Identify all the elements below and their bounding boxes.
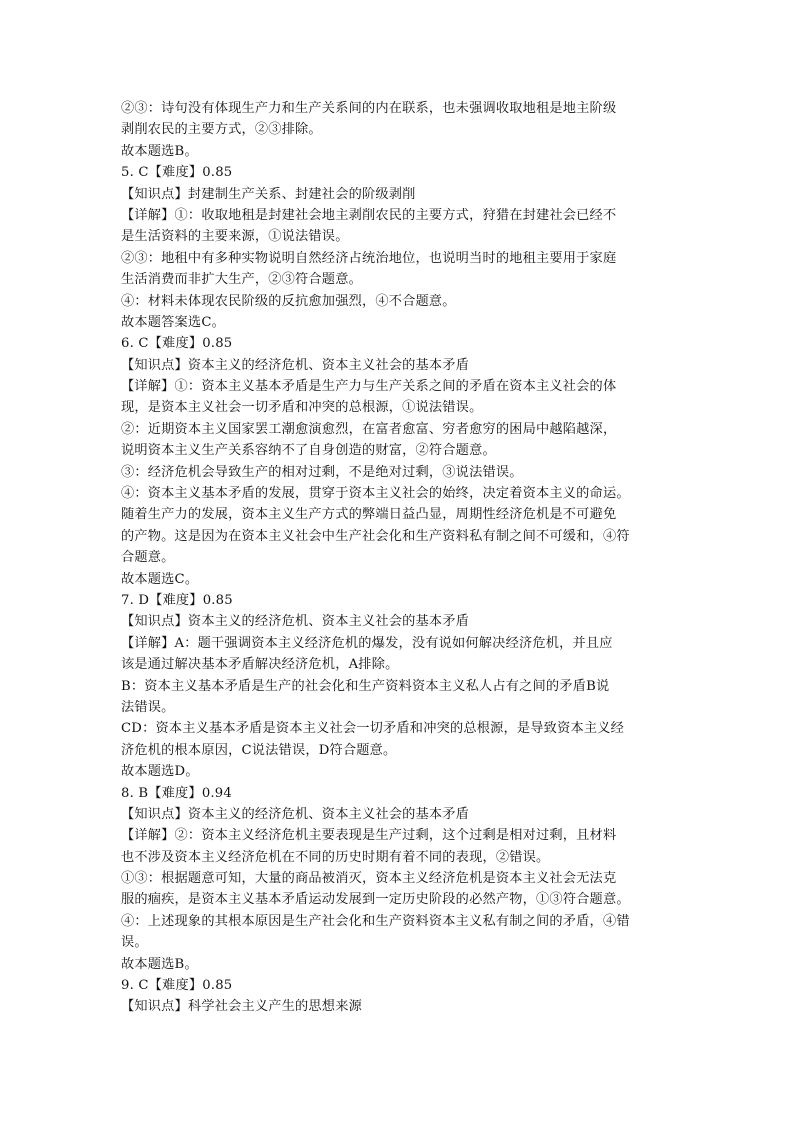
text-line: 说明资本主义生产关系容纳不了自身创造的财富，②符合题意。: [121, 443, 496, 459]
text-line: 合题意。: [121, 550, 175, 566]
text-line: ④：资本主义基本矛盾的发展，贯穿于资本主义社会的始终，决定着资本主义的命运。: [121, 486, 630, 502]
text-line: 故本题选C。: [121, 571, 199, 587]
question-answer-line: 7. D【难度】0.85: [121, 592, 233, 608]
knowledge-point-line: 【知识点】科学社会主义产生的思想来源: [121, 999, 362, 1015]
question-answer-line: 5. C【难度】0.85: [121, 165, 233, 181]
knowledge-point-line: 【知识点】资本主义的经济危机、资本主义社会的基本矛盾: [121, 357, 470, 373]
text-line: 故本题选D。: [121, 764, 199, 780]
text-line: ④：上述现象的其根本原因是生产社会化和生产资料资本主义私有制之间的矛盾，④错: [121, 913, 630, 929]
text-line: 济危机的根本原因，C说法错误，D符合题意。: [121, 742, 397, 758]
text-line: CD：资本主义基本矛盾是资本主义社会一切矛盾和冲突的总根源，是导致资本主义经: [121, 721, 625, 737]
text-line: ②③：地租中有多种实物说明自然经济占统治地位，也说明当时的地租主要用于家庭: [121, 250, 617, 266]
text-line: 随着生产力的发展，资本主义生产方式的弊端日益凸显，周期性经济危机是不可避免: [121, 507, 617, 523]
text-line: 生活消费而非扩大生产，②③符合题意。: [121, 272, 362, 288]
text-line: 【详解】A：题干强调资本主义经济危机的爆发，没有说如何解决经济危机，并且应: [121, 635, 613, 651]
text-line: 法错误。: [121, 699, 175, 715]
text-line: ①③：根据题意可知，大量的商品被消灭，资本主义经济危机是资本主义社会无法克: [121, 871, 617, 887]
knowledge-point-line: 【知识点】资本主义的经济危机、资本主义社会的基本矛盾: [121, 806, 470, 822]
text-line: 故本题选B。: [121, 143, 198, 159]
knowledge-point-line: 【知识点】资本主义的经济危机、资本主义社会的基本矛盾: [121, 614, 470, 630]
text-line: 【详解】②：资本主义经济危机主要表现是生产过剩，这个过剩是相对过剩，且材料: [121, 828, 617, 844]
text-line: 【详解】①：资本主义基本矛盾是生产力与生产关系之间的矛盾在资本主义社会的体: [121, 379, 617, 395]
text-line: 故本题选B。: [121, 956, 198, 972]
text-line: ②③：诗句没有体现生产力和生产关系间的内在联系，也未强调收取地租是地主阶级: [121, 101, 617, 116]
document-body: [121, 98, 681, 1018]
text-line: ④：材料未体现农民阶级的反抗愈加强烈，④不合题意。: [121, 293, 456, 309]
text-line: 剥削农民的主要方式，②③排除。: [121, 122, 322, 138]
question-answer-line: 9. C【难度】0.85: [121, 978, 233, 994]
text-line: B：资本主义基本矛盾是生产的社会化和生产资料资本主义私人占有之间的矛盾B说: [121, 678, 610, 694]
text-line: 是生活资料的主要来源，①说法错误。: [121, 229, 349, 245]
text-line: 现，是资本主义社会一切矛盾和冲突的总根源，①说法错误。: [121, 400, 483, 416]
text-line: ③：经济危机会导致生产的相对过剩，不是绝对过剩，③说法错误。: [121, 464, 523, 480]
text-line: 误。: [121, 935, 148, 951]
text-line: 服的痼疾，是资本主义基本矛盾运动发展到一定历史阶段的必然产物，①③符合题意。: [121, 892, 630, 908]
text-line: 【详解】①：收取地租是封建社会地主剥削农民的主要方式，狩猎在封建社会已经不: [121, 207, 617, 223]
question-answer-line: 8. B【难度】0.94: [121, 785, 232, 801]
knowledge-point-line: 【知识点】封建制生产关系、封建社会的阶级剥削: [121, 186, 416, 202]
text-line: 故本题答案选C。: [121, 314, 226, 330]
text-line: 也不涉及资本主义经济危机在不同的历史时期有着不同的表现，②错误。: [121, 849, 550, 865]
question-answer-line: 6. C【难度】0.85: [121, 336, 233, 352]
text-line: 该是通过解决基本矛盾解决经济危机，A排除。: [121, 657, 399, 673]
text-line: ②：近期资本主义国家罢工潮愈演愈烈，在富者愈富、穷者愈穷的困局中越陷越深，: [121, 421, 617, 437]
text-line: 的产物。这是因为在资本主义社会中生产社会化和生产资料私有制之间不可缓和，④符: [121, 528, 630, 544]
